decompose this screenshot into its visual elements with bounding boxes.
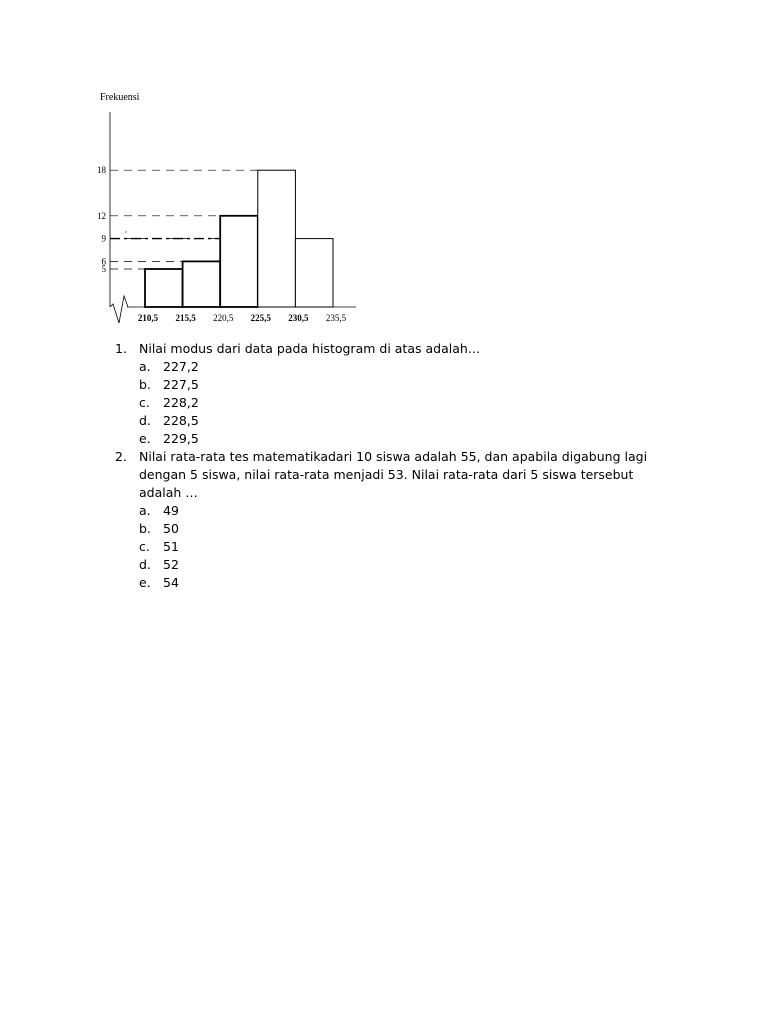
x-tick-label: 235,5: [325, 313, 347, 323]
option-item: [139, 574, 675, 592]
question-number: 2.: [115, 449, 127, 464]
option-list: [139, 358, 675, 448]
y-tick-label: 6: [101, 256, 106, 267]
x-tick-label: 210,5: [137, 313, 159, 323]
option-text: 50: [163, 521, 179, 536]
x-tick-label: 215,5: [175, 313, 196, 323]
option-letter: d.: [139, 413, 151, 428]
x-tick-label: 230,5: [288, 313, 309, 323]
histogram-bar: [183, 261, 221, 307]
option-text: 228,5: [163, 413, 199, 428]
question-1: [115, 340, 675, 448]
question-text: Nilai modus dari data pada histogram di atas adalah…: [139, 341, 481, 356]
option-item: [139, 520, 675, 538]
histogram-bar: [145, 269, 183, 307]
option-item: [139, 394, 675, 412]
option-item: [139, 430, 675, 448]
option-letter: b.: [139, 377, 151, 392]
option-text: 228,2: [163, 395, 199, 410]
option-letter: e.: [139, 575, 151, 590]
option-letter: a.: [139, 359, 151, 374]
option-item: [139, 556, 675, 574]
option-item: [139, 538, 675, 556]
question-2: [115, 448, 675, 592]
option-letter: d.: [139, 557, 151, 572]
option-item: [139, 376, 675, 394]
question-text: Nilai rata-rata tes matematikadari 10 siswa adalah 55, dan apabila digabung lagi dengan 5 siswa, nilai rata-rata menjadi 53. Nilai rata-rata dari 5 siswa tersebut adalah …: [139, 449, 648, 500]
y-tick-labels: [97, 165, 107, 274]
x-tick-label: 220,5: [213, 313, 234, 323]
y-tick-label: 5: [101, 264, 106, 274]
y-tick-label: 18: [97, 165, 106, 176]
option-item: [139, 412, 675, 430]
question-list: [115, 340, 675, 592]
histogram-bar: [220, 216, 258, 307]
option-text: 229,5: [163, 431, 199, 446]
option-item: [139, 358, 675, 376]
histogram-bar: [258, 170, 296, 307]
x-tick-label: 225,5: [250, 313, 271, 323]
option-text: 52: [163, 557, 179, 572]
option-text: 227,2: [163, 359, 199, 374]
option-letter: a.: [139, 503, 151, 518]
option-letter: c.: [139, 395, 150, 410]
x-tick-labels: [138, 313, 347, 323]
option-text: 49: [163, 503, 179, 518]
option-letter: c.: [139, 539, 150, 554]
histogram-bar: [295, 239, 333, 307]
axis-break-mark: [110, 296, 128, 323]
option-text: 51: [163, 539, 179, 554]
stray-dot: [125, 231, 126, 232]
option-letter: e.: [139, 431, 151, 446]
y-tick-label: 9: [101, 233, 106, 244]
y-axis-label: Frekuensi: [100, 92, 140, 103]
question-number: 1.: [115, 341, 127, 356]
option-item: [139, 502, 675, 520]
option-list: [139, 502, 675, 592]
option-text: 227,5: [163, 377, 199, 392]
frequency-histogram: [0, 0, 768, 340]
y-tick-label: 12: [97, 210, 106, 221]
option-text: 54: [163, 575, 179, 590]
option-letter: b.: [139, 521, 151, 536]
